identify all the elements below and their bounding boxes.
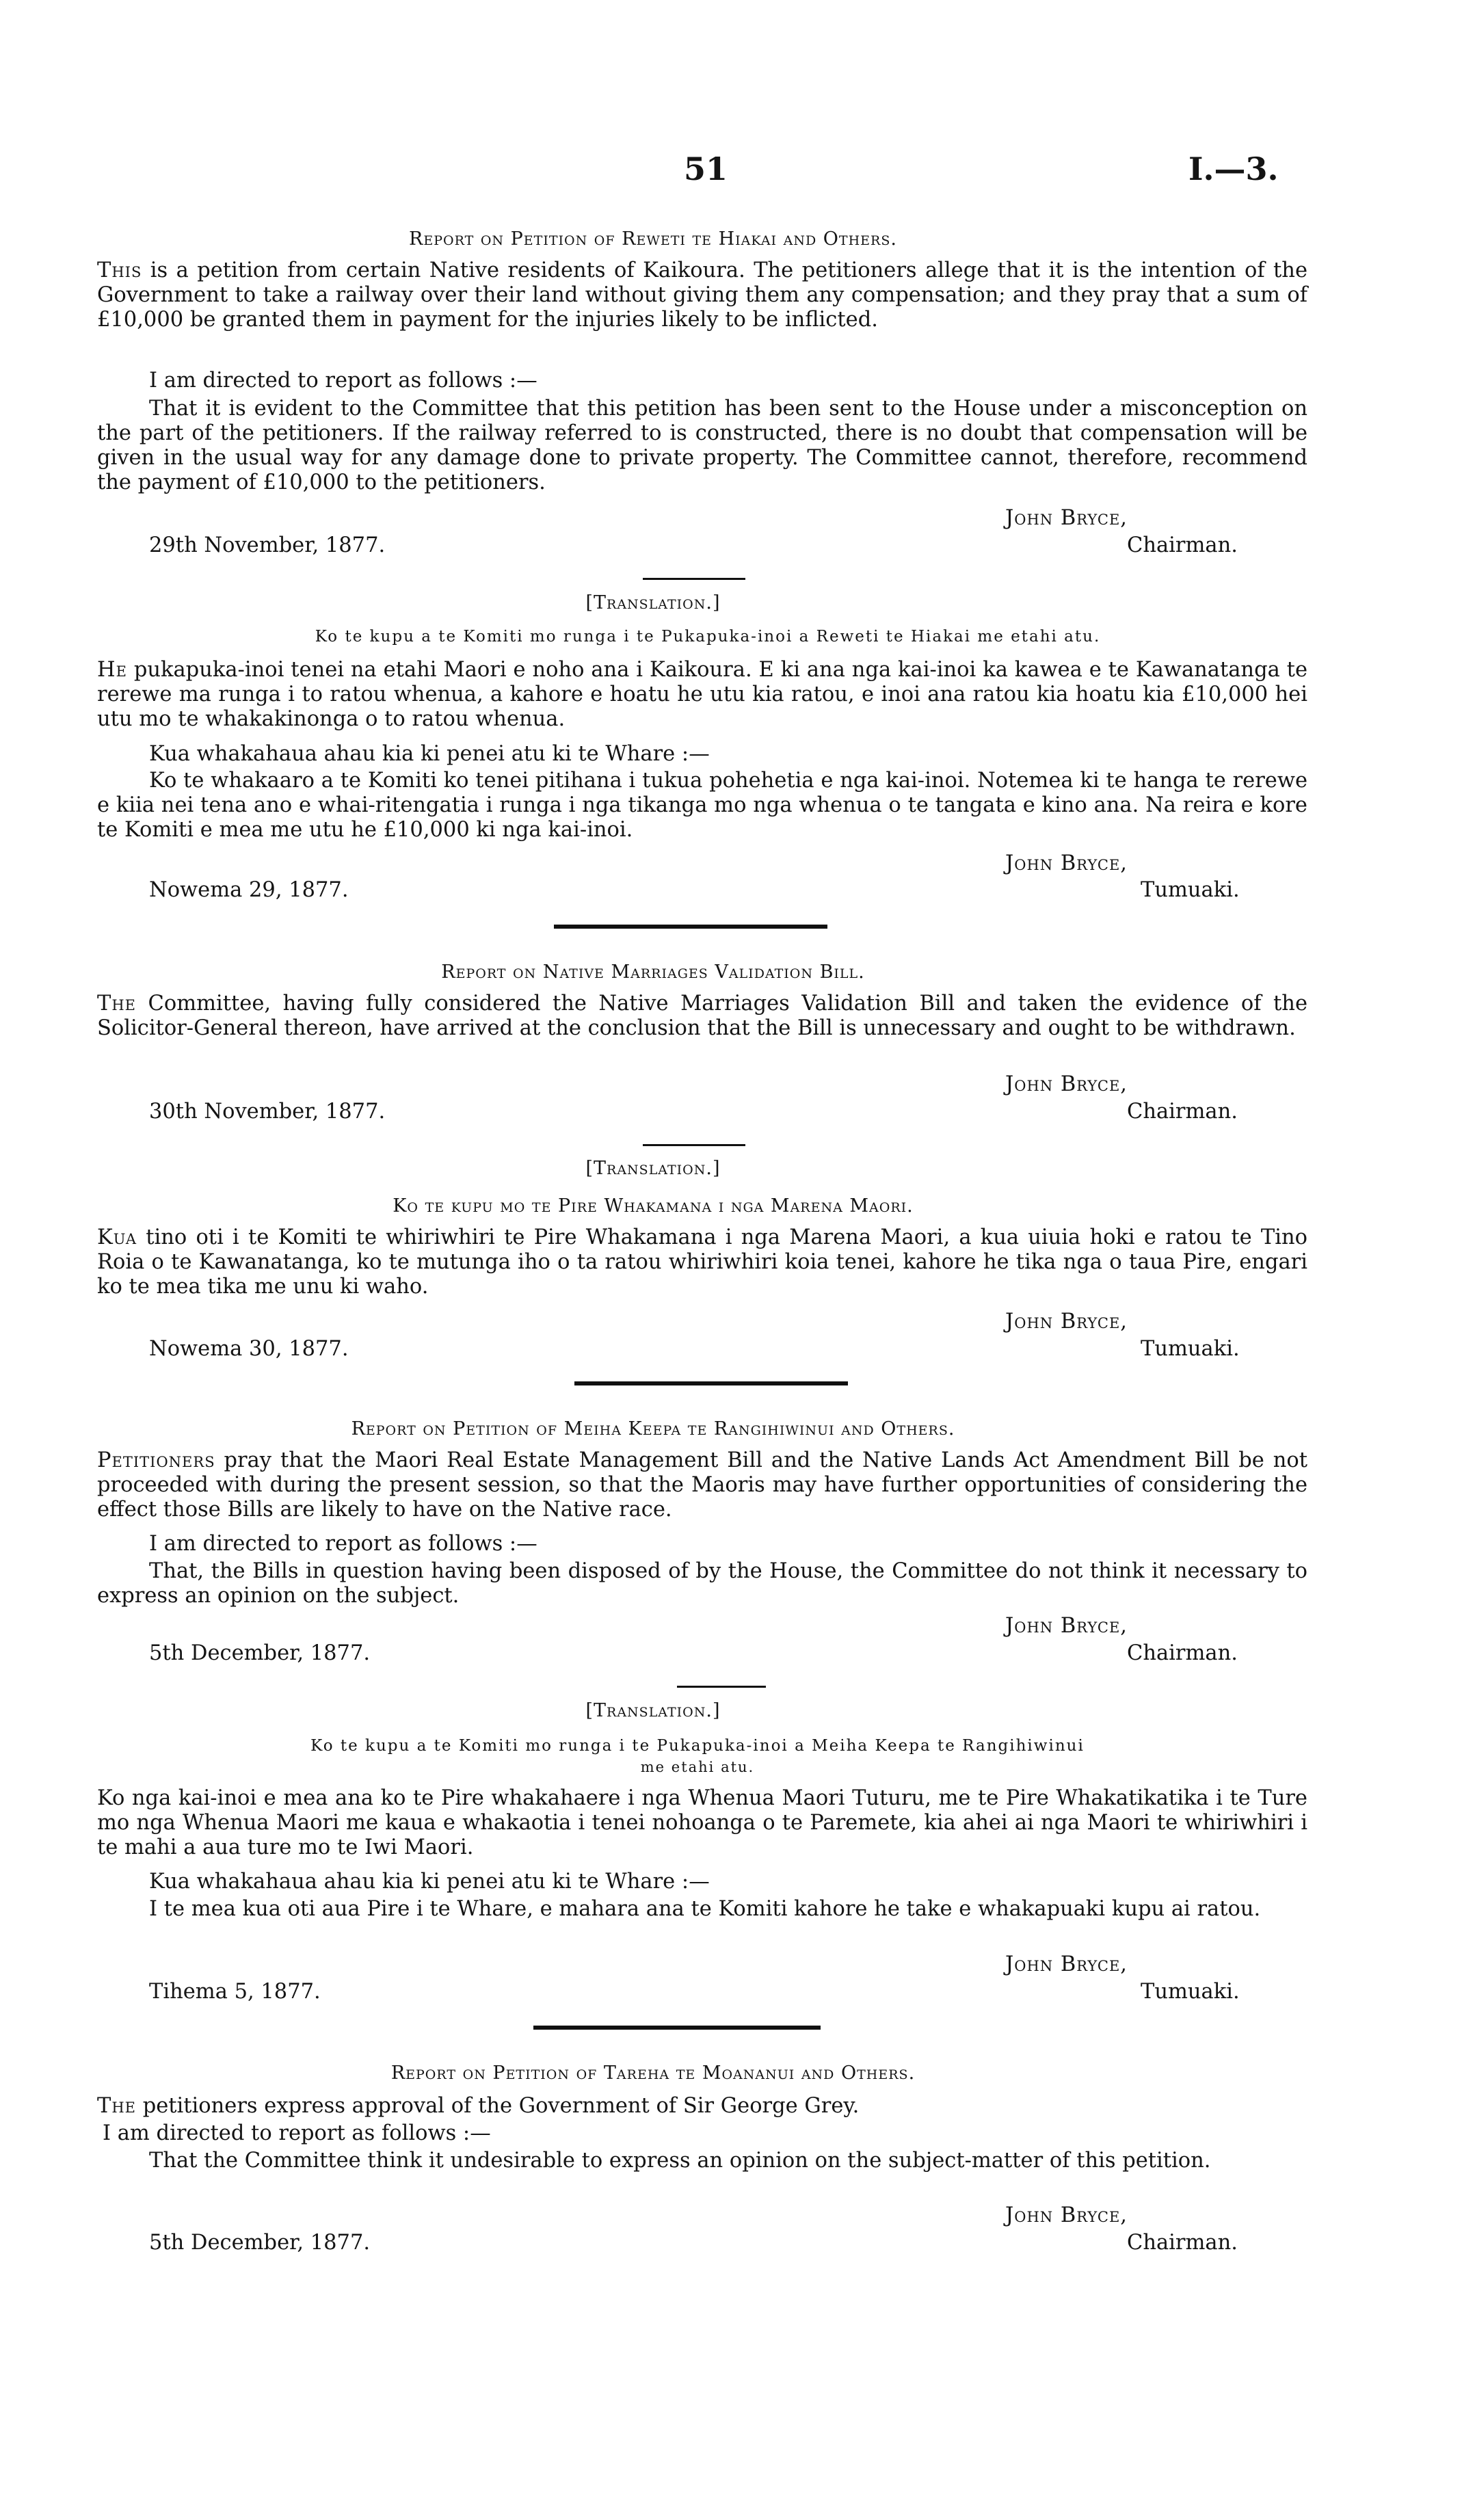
directed-line: Kua whakahaua ahau kia ki penei atu ki te Whare :—	[149, 742, 710, 766]
paragraph	[97, 258, 1307, 332]
directed-line: I am directed to report as follows :—	[149, 1532, 537, 1556]
signer-role: Tumuaki.	[1141, 1980, 1240, 2004]
signer-role: Tumuaki.	[1141, 1337, 1240, 1361]
signer-role: Chairman.	[1127, 533, 1238, 557]
paragraph-lead: The	[97, 992, 136, 1016]
directed-line: I am directed to report as follows :—	[149, 369, 537, 393]
signature: John Bryce,	[1005, 1072, 1128, 1096]
signer-role: Tumuaki.	[1141, 878, 1240, 902]
paragraph-lead: Kua	[97, 1225, 137, 1249]
signer-role: Chairman.	[1127, 1641, 1238, 1665]
paragraph-text: petitioners express approval of the Government of Sir George Grey.	[136, 2094, 860, 2118]
section-heading-marriages: Report on Native Marriages Validation Bill.	[441, 961, 865, 983]
paragraph-text: pray that the Maori Real Estate Management Bill and the Native Lands Act Amendment Bill be not proceeded with during the present session, so that the Maoris may have further opportunities of considering the effect those Bills are likely to have on the Native race.	[97, 1448, 1307, 1522]
signature: John Bryce,	[1005, 851, 1128, 875]
signer-role: Chairman.	[1127, 1100, 1238, 1124]
signature: John Bryce,	[1005, 2203, 1128, 2227]
translation-heading: Ko te kupu a te Komiti mo runga i te Pukapuka-inoi a Reweti te Hiakai me etahi atu.	[315, 628, 1101, 646]
section-heading-meiha-keepa: Report on Petition of Meiha Keepa te Rangihiwinui and Others.	[351, 1418, 955, 1440]
date-line: 5th December, 1877.	[149, 2231, 371, 2255]
document-reference: I.—3.	[1188, 150, 1279, 187]
paragraph	[97, 1448, 1307, 1522]
date-line: 29th November, 1877.	[149, 533, 386, 557]
divider-short	[677, 1686, 766, 1688]
divider-long	[554, 925, 827, 929]
divider-short	[643, 1144, 745, 1146]
signature: John Bryce,	[1005, 1952, 1128, 1976]
signature: John Bryce,	[1005, 1310, 1128, 1334]
divider-long	[574, 1381, 848, 1385]
paragraph: That, the Bills in question having been disposed of by the House, the Committee do not think it necessary to express an opinion on the subject.	[97, 1559, 1307, 1608]
paragraph-text: tino oti i te Komiti te whiriwhiri te Pire Whakamana i nga Marena Maori, a kua uiuia hoki e ratou te Tino Roia o te Kawanatanga, ko te mutunga iho o ta ratou whiriwhiri koia tenei, kahore he tika nga o taua Pire, engari ko te mea tika me unu ki waho.	[97, 1225, 1307, 1299]
translation-heading: Ko te kupu a te Komiti mo runga i te Pukapuka-inoi a Meiha Keepa te Rangihiwinui	[310, 1737, 1085, 1755]
date-line: Nowema 29, 1877.	[149, 878, 349, 902]
paragraph-lead: The	[97, 2094, 136, 2118]
section-heading-tareha: Report on Petition of Tareha te Moananui and Others.	[390, 2063, 916, 2084]
paragraph: Ko nga kai-inoi e mea ana ko te Pire whakahaere i nga Whenua Maori Tuturu, me te Pire Whakatikatika i te Ture mo nga Whenua Maori me kaua e whakaotia i tenei nohoanga o te Paremete, kia ahei ai nga Maori te whiriwhiri i te mahi a aua ture mo te Iwi Maori.	[97, 1786, 1307, 1859]
paragraph-lead: He	[97, 658, 127, 682]
translation-heading-continued: me etahi atu.	[640, 1759, 755, 1775]
translation-label: [Translation.]	[585, 1158, 721, 1179]
paragraph	[97, 1225, 1307, 1299]
paragraph-lead: This	[97, 258, 142, 282]
translation-label: [Translation.]	[585, 1700, 721, 1721]
paragraph	[97, 658, 1307, 732]
paragraph: That the Committee think it undesirable to express an opinion on the subject-matter of this petition.	[149, 2149, 1211, 2173]
paragraph-text: is a petition from certain Native residents of Kaikoura. The petitioners allege that it is the intention of the Government to take a railway over their land without giving them any compensation; and they pray that a sum of £10,000 be granted them in payment for the injuries likely to be inflicted.	[97, 258, 1307, 332]
paragraph-lead: Petitioners	[97, 1448, 215, 1472]
paragraph-text: pukapuka-inoi tenei na etahi Maori e noho ana i Kaikoura. E ki ana nga kai-inoi ka kawea e te Kawanatanga te rerewe ma runga i to ratou whenua, a kahore e hoatu he utu kia ratou, e inoi ana ratou kia hoatu kia £10,000 hei utu mo te whakakinonga o to ratou whenua.	[97, 658, 1307, 731]
divider-long	[533, 2026, 821, 2030]
date-line: Nowema 30, 1877.	[149, 1337, 349, 1361]
paragraph-text: Committee, having fully considered the Native Marriages Validation Bill and taken the evidence of the Solicitor-General thereon, have arrived at the conclusion that the Bill is unnecessary and ought to be withdrawn.	[97, 992, 1307, 1040]
divider-short	[643, 578, 745, 580]
paragraph: That it is evident to the Committee that this petition has been sent to the House under a misconception on the part of the petitioners. If the railway referred to is constructed, there is no doubt that compensation will be given in the usual way for any damage done to private property. The Committee cannot, therefore, recommend the payment of £10,000 to the petitioners.	[97, 397, 1307, 494]
signature: John Bryce,	[1005, 1614, 1128, 1638]
directed-line: I am directed to report as follows :—	[103, 2121, 491, 2145]
paragraph: Ko te whakaaro a te Komiti ko tenei pitihana i tukua pohehetia e nga kai-inoi. Notemea ki te hanga te rerewe e kiia nei tena ano e whai-ritengatia i runga i nga tikanga mo nga whenua o te tangata e kino ana. Na reira e kore te Komiti e mea me utu he £10,000 ki nga kai-inoi.	[97, 769, 1307, 842]
date-line: 5th December, 1877.	[149, 1641, 371, 1665]
paragraph	[97, 992, 1307, 1041]
signature: John Bryce,	[1005, 506, 1128, 530]
translation-heading: Ko te kupu mo te Pire Whakamana i nga Marena Maori.	[393, 1195, 914, 1217]
signer-role: Chairman.	[1127, 2231, 1238, 2255]
paragraph: I te mea kua oti aua Pire i te Whare, e mahara ana te Komiti kahore he take e whakapuaki kupu ai ratou.	[149, 1897, 1261, 1921]
paragraph	[97, 2094, 1307, 2119]
translation-label: [Translation.]	[585, 592, 721, 613]
date-line: Tihema 5, 1877.	[149, 1980, 321, 2004]
section-heading-reweti: Report on Petition of Reweti te Hiakai and Others.	[409, 228, 897, 250]
directed-line: Kua whakahaua ahau kia ki penei atu ki te Whare :—	[149, 1870, 710, 1894]
page-number: 51	[684, 150, 728, 187]
date-line: 30th November, 1877.	[149, 1100, 386, 1124]
